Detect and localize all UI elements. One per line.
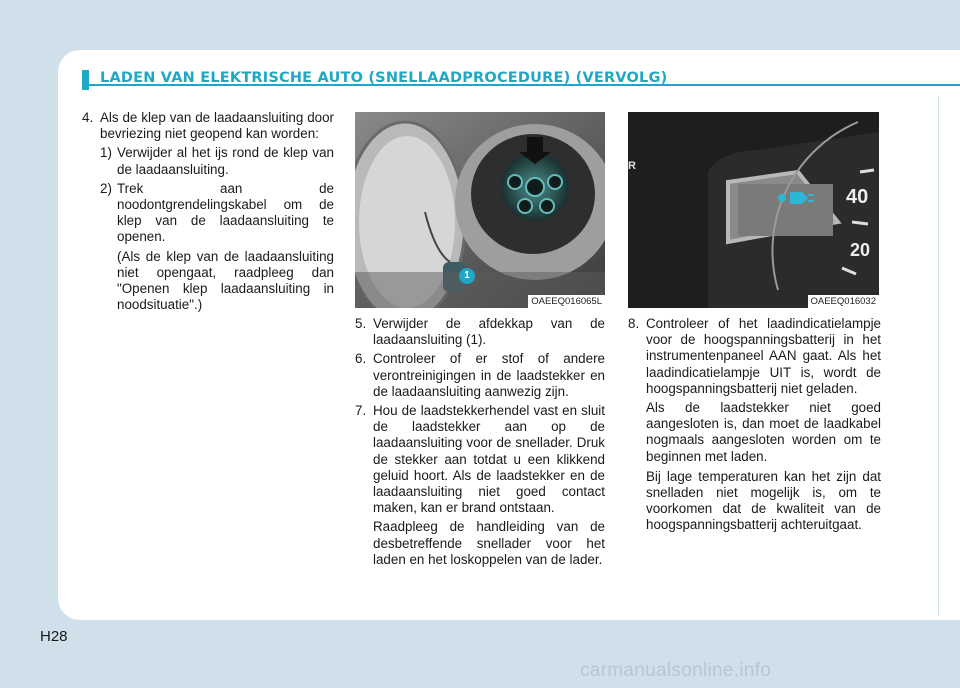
margin-guide	[938, 96, 939, 616]
sub-item-2	[100, 181, 334, 246]
section-title: LADEN VAN ELEKTRISCHE AUTO (SNELLAADPROCEDURE) (VERVOLG)	[100, 70, 668, 86]
header-accent-bar	[82, 70, 89, 90]
list-item-4	[82, 110, 334, 142]
sub-item-note: (Als de klep van de laadaansluiting niet opengaat, raadpleeg dan "Openen klep laadaansluiting in noodsituatie".)	[117, 248, 334, 313]
item-number: 7.	[355, 403, 367, 419]
gear-label-r: R	[628, 160, 636, 172]
gauge-label-40: 40	[846, 186, 869, 208]
sub-item-number: 2)	[100, 180, 112, 196]
item-8-paragraph-2: Bij lage temperaturen kan het zijn dat snelladen niet mogelijk is, om te voorkomen dat de kwaliteit van de hoogspanningsbatterij achteruitgaat.	[646, 468, 881, 533]
watermark: carmanualsonline.info	[580, 660, 772, 681]
sub-item-text: Trek aan de noodontgrendelingskabel om de klep van de laadaansluiting te openen.	[117, 180, 334, 245]
figure-code: OAEEQ016032	[808, 295, 880, 308]
item-text: Controleer of het laadindicatielampje voor de hoogspanningsbatterij in het instrumentenpaneel AAN gaat. Als het laadindicatielampje UIT is, wordt de hoogspanningsbatterij niet geladen.	[646, 316, 881, 396]
item-text: Verwijder de afdekkap van de laadaansluiting (1).	[373, 316, 605, 348]
sub-item-1	[100, 145, 334, 177]
item-number: 4.	[82, 110, 94, 125]
list-item-6	[355, 351, 605, 400]
column-right	[628, 316, 881, 538]
item-text: Als de klep van de laadaansluiting door bevriezing niet geopend kan worden:	[100, 110, 334, 142]
item-8-paragraph-1: Als de laadstekker niet goed aangesloten is, dan moet de laadkabel nogmaals aangesloten worden om te beginnen met laden.	[646, 400, 881, 464]
column-middle	[355, 316, 605, 572]
list-item-8	[628, 316, 881, 397]
item-text: Controleer of er stof of andere verontreinigingen in de laadstekker en de laadaansluiting aanwezig zijn.	[373, 351, 605, 399]
page-number: H28	[40, 628, 68, 645]
list-item-5	[355, 316, 605, 348]
figure-code: OAEEQ016065L	[528, 295, 605, 308]
item-text: Hou de laadstekkerhendel vast en sluit de laadstekker aan op de laadaansluiting voor de snellader. Druk de stekker aan totdat u een klikkend geluid hoort. Als de laadstekker en de laadaansluiting niet goed contact maken, kan er brand ontstaan.	[373, 403, 605, 516]
gauge-label-20: 20	[850, 240, 871, 260]
item-7-paragraph: Raadpleeg de handleiding van de desbetreffende snellader voor het laden en het loskoppelen van de lader.	[373, 519, 605, 567]
callout-1: 1	[459, 268, 475, 284]
item-number: 8.	[628, 316, 640, 331]
charging-port-illustration	[355, 112, 605, 308]
charging-port-photo	[355, 112, 605, 308]
sub-item-text: Verwijder al het ijs rond de klep van de laadaansluiting.	[117, 145, 334, 177]
list-item-7	[355, 403, 605, 516]
item-number: 6.	[355, 351, 367, 367]
sub-item-number: 1)	[100, 145, 112, 161]
instrument-cluster-illustration	[628, 112, 879, 308]
instrument-cluster-photo	[628, 112, 879, 308]
item-number: 5.	[355, 316, 367, 331]
column-left	[82, 110, 334, 313]
